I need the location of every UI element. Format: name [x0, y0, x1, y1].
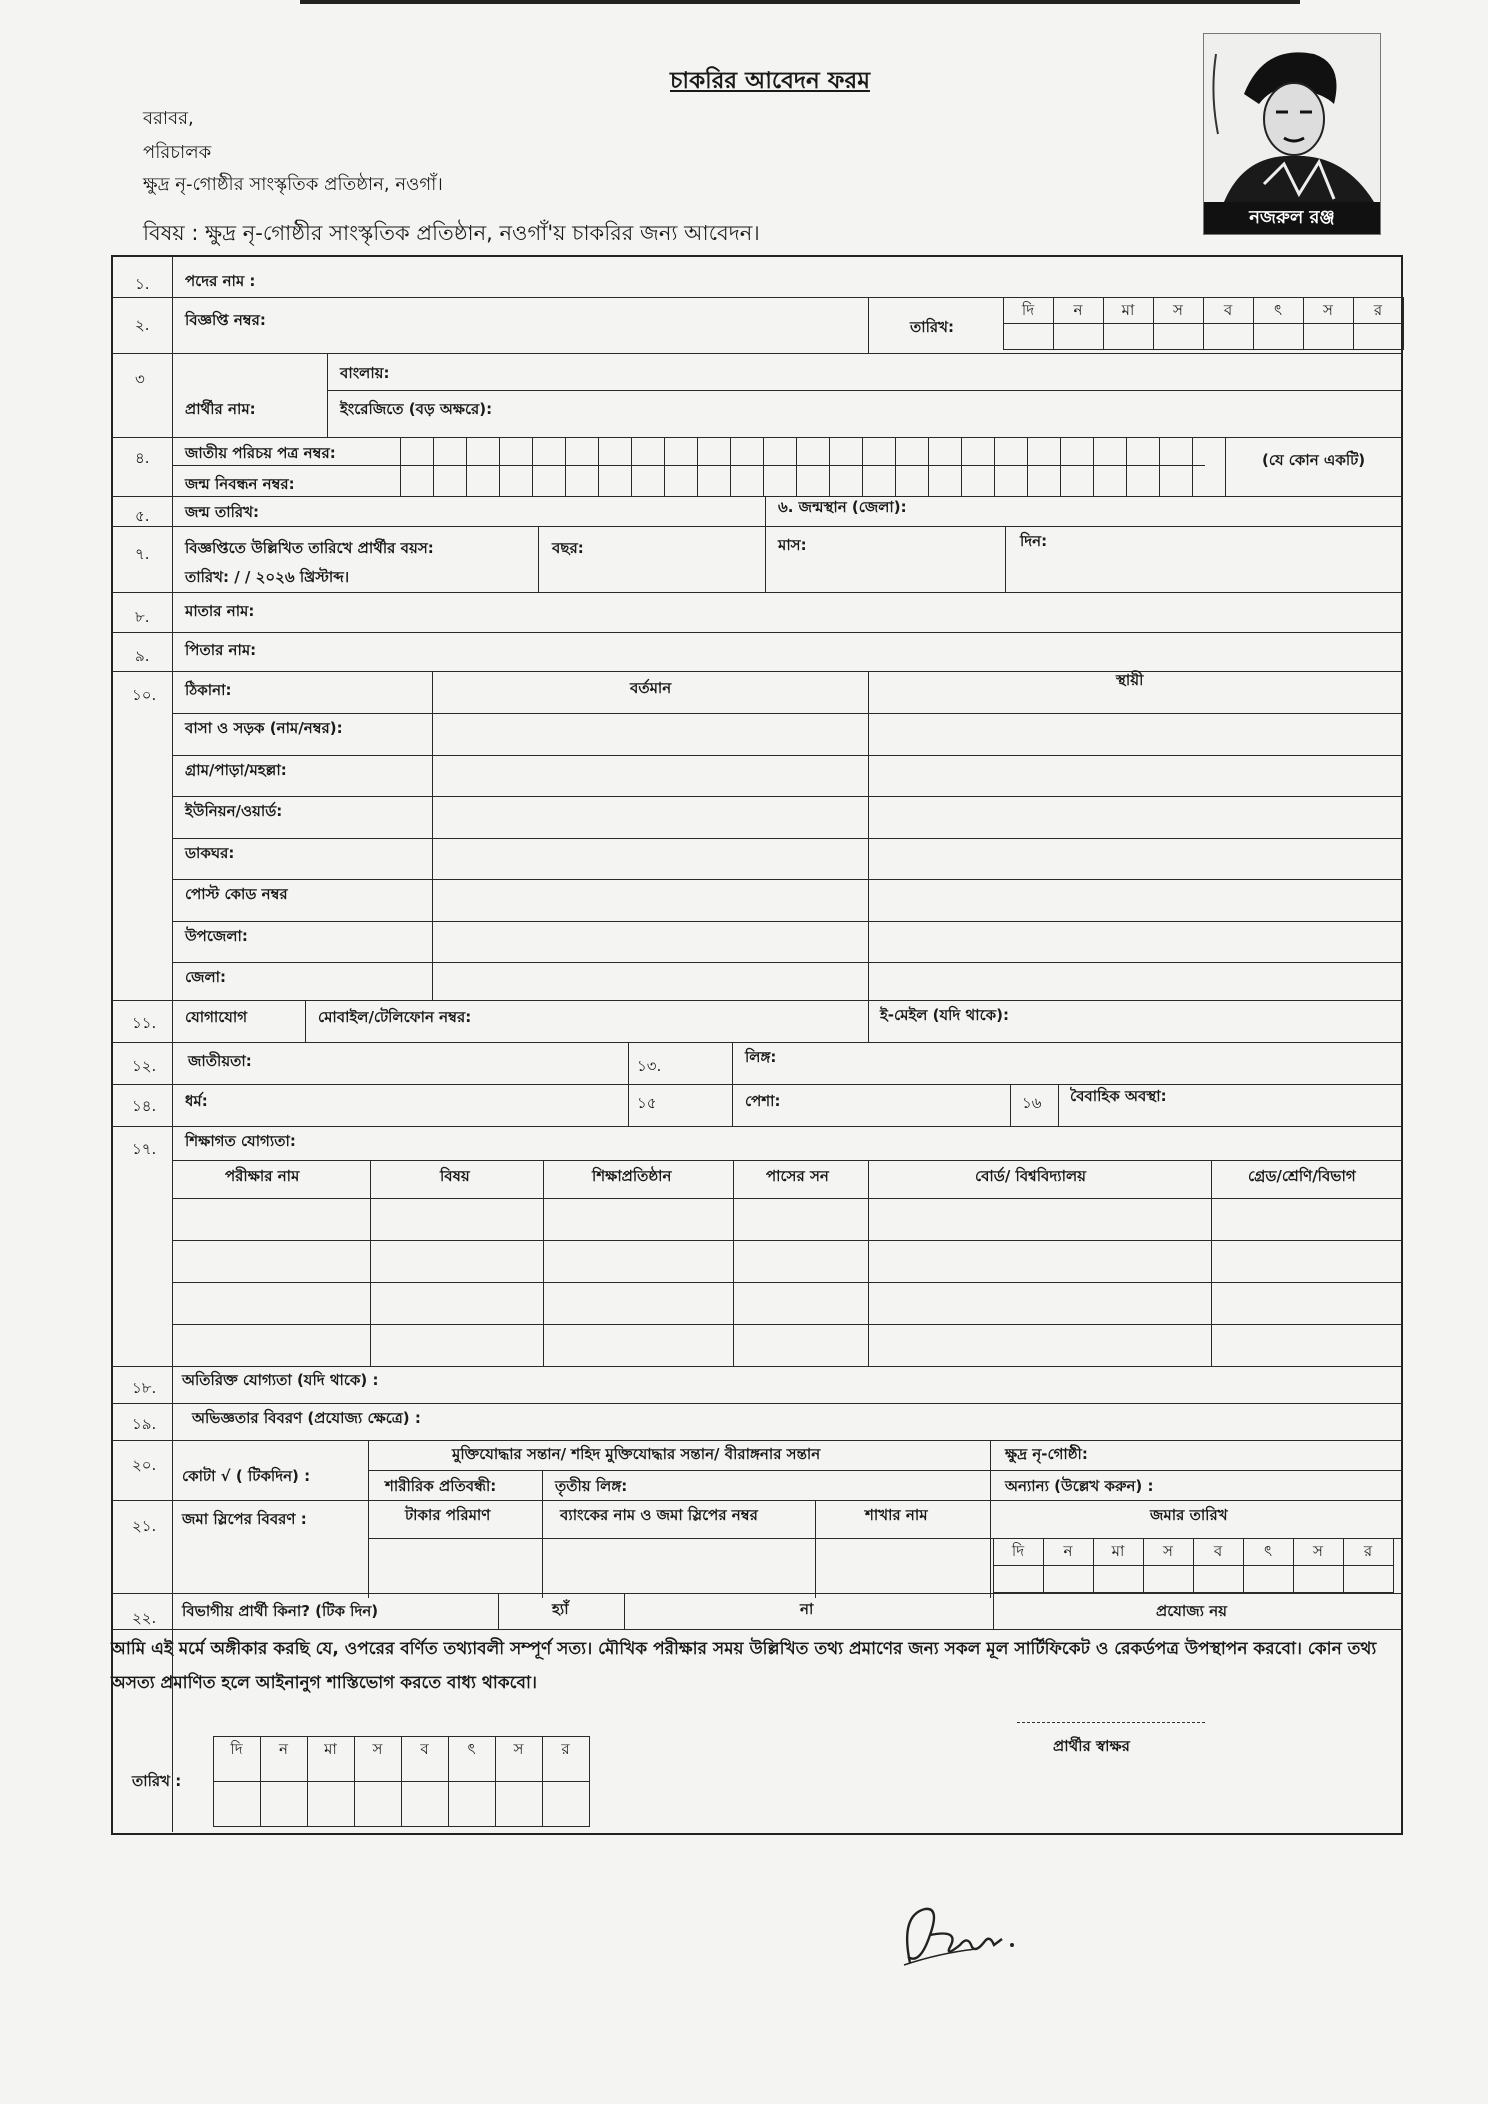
- circular-date-glyph: স: [1323, 301, 1333, 319]
- address-row-line: [172, 838, 1403, 839]
- deposit-date-entry-box[interactable]: [1143, 1565, 1194, 1593]
- edu-col-line: [543, 1160, 544, 1366]
- deposit-date-glyph: মা: [1111, 1542, 1125, 1560]
- circular-date-glyph: দি: [1021, 301, 1035, 319]
- nid-digit-box[interactable]: [1027, 437, 1061, 497]
- deposit-date-entry-box[interactable]: [1293, 1565, 1344, 1593]
- circular-date-glyph: মা: [1121, 301, 1135, 319]
- quota-other[interactable]: অন্যান্য (উল্লেখ করুন) :: [1005, 1477, 1154, 1495]
- circular-date-entry-box[interactable]: [1003, 323, 1054, 350]
- nid-digit-box[interactable]: [466, 437, 500, 497]
- deposit-date-header: জমার তারিখ: [1150, 1506, 1228, 1524]
- footer-date-entry-box[interactable]: [401, 1781, 449, 1827]
- deposit-date-glyph: ন: [1063, 1542, 1073, 1560]
- deposit-branch-header: শাখার নাম: [865, 1506, 928, 1524]
- nid-digit-box[interactable]: [730, 437, 764, 497]
- edu-row-line: [172, 1240, 1403, 1241]
- circular-date-entry-box[interactable]: [1053, 323, 1104, 350]
- deposit-date-glyph: ব: [1213, 1542, 1223, 1560]
- age-date-line: তারিখ: / / ২০২৬ খ্রিস্টাব্দ।: [185, 568, 350, 586]
- deposit-date-entry-box[interactable]: [1193, 1565, 1244, 1593]
- address-row-line: [172, 713, 1403, 714]
- quota-ethnic-minority[interactable]: ক্ষুদ্র নৃ-গোষ্ঠী:: [1005, 1445, 1088, 1463]
- nid-digit-box[interactable]: [1060, 437, 1094, 497]
- circular-date-glyph: র: [1373, 301, 1383, 319]
- nid-digit-box[interactable]: [895, 437, 929, 497]
- quota-disabled[interactable]: শারীরিক প্রতিবন্ধী:: [385, 1477, 497, 1495]
- occupation-label[interactable]: পেশা:: [745, 1092, 781, 1110]
- address-field-label: পোস্ট কোড নম্বর: [185, 885, 288, 903]
- row-number: ৮.: [135, 608, 150, 626]
- nid-digit-box[interactable]: [433, 437, 467, 497]
- footer-date-glyph: স: [372, 1740, 383, 1758]
- experience-label[interactable]: অভিজ্ঞতার বিবরণ (প্রযোজ্য ক্ষেত্রে) :: [192, 1409, 421, 1427]
- deposit-date-entry-box[interactable]: [993, 1565, 1044, 1593]
- deposit-amount-header: টাকার পরিমাণ: [405, 1506, 491, 1524]
- circular-date-glyph: ব: [1223, 301, 1233, 319]
- applicant-name-label: প্রার্থীর নাম:: [185, 400, 256, 418]
- footer-date-entry-box[interactable]: [354, 1781, 402, 1827]
- nid-digit-box[interactable]: [565, 437, 599, 497]
- deposit-date-entry-box[interactable]: [1343, 1565, 1394, 1593]
- address-field-label: ডাকঘর:: [185, 843, 235, 862]
- edu-column-header: শিক্ষাপ্রতিষ্ঠান: [592, 1167, 672, 1185]
- row-number: ২.: [135, 316, 150, 334]
- signature-label: প্রার্থীর স্বাক্ষর: [1053, 1737, 1130, 1755]
- mobile-label[interactable]: মোবাইল/টেলিফোন নম্বর:: [318, 1008, 472, 1026]
- logo-caption: নজরুল রঞ্জ: [1204, 202, 1380, 234]
- footer-date-glyph: ন: [279, 1740, 288, 1758]
- quota-third-gender[interactable]: তৃতীয় লিঙ্গ:: [555, 1477, 628, 1495]
- birthplace-label[interactable]: ৬. জন্মস্থান (জেলা):: [778, 498, 907, 516]
- circular-date-entry-box[interactable]: [1153, 323, 1204, 350]
- form-title: চাকরির আবেদন ফরম: [670, 68, 870, 94]
- gender-label[interactable]: লিঙ্গ:: [745, 1048, 777, 1066]
- row-number: ১৪.: [132, 1097, 157, 1115]
- nid-digit-box[interactable]: [763, 437, 797, 497]
- education-label: শিক্ষাগত যোগ্যতা:: [185, 1132, 296, 1150]
- circular-date-entry-box[interactable]: [1303, 323, 1354, 350]
- edu-col-line: [370, 1160, 371, 1366]
- present-address-header: বর্তমান: [630, 679, 672, 697]
- address-field-label: উপজেলা:: [185, 926, 248, 945]
- father-name-label[interactable]: পিতার নাম:: [185, 641, 257, 659]
- row-number: ১০.: [132, 686, 157, 704]
- marital-status-label[interactable]: বৈবাহিক অবস্থা:: [1070, 1087, 1167, 1105]
- address-row-line: [172, 879, 1403, 880]
- nid-digit-box[interactable]: [994, 437, 1028, 497]
- nid-digit-box[interactable]: [961, 437, 995, 497]
- edu-col-line: [868, 1160, 869, 1366]
- deposit-date-glyph: দি: [1011, 1542, 1025, 1560]
- age-month-label[interactable]: মাস:: [778, 536, 807, 554]
- footer-date-glyph: র: [561, 1740, 570, 1758]
- circular-date-entry-box[interactable]: [1103, 323, 1154, 350]
- footer-date-label: তারিখ :: [132, 1772, 182, 1790]
- signature-line: [1017, 1722, 1205, 1723]
- name-bangla-label[interactable]: বাংলায়:: [340, 364, 390, 382]
- nid-digit-box[interactable]: [400, 437, 434, 497]
- row-number: ১৬: [1022, 1094, 1042, 1112]
- address-row-line: [172, 755, 1403, 756]
- deposit-date-glyph: স: [1313, 1542, 1323, 1560]
- extra-qualification-label[interactable]: অতিরিক্ত যোগ্যতা (যদি থাকে) :: [182, 1371, 379, 1389]
- nid-digit-box[interactable]: [1192, 437, 1226, 497]
- edu-row-line: [172, 1282, 1403, 1283]
- birth-registration-label: জন্ম নিবন্ধন নম্বর:: [185, 475, 295, 493]
- row-number: ২২.: [132, 1609, 157, 1627]
- edu-row-line: [172, 1324, 1403, 1325]
- nid-digit-box[interactable]: [532, 437, 566, 497]
- footer-date-entry-box[interactable]: [213, 1781, 261, 1827]
- edu-column-header: পাসের সন: [766, 1167, 829, 1185]
- deposit-date-glyph: ৎ: [1263, 1542, 1273, 1560]
- age-day-label[interactable]: দিন:: [1020, 532, 1048, 550]
- footer-date-glyph: ব: [420, 1740, 429, 1758]
- either-one-note: (যে কোন একটি): [1262, 451, 1366, 469]
- nationality-label[interactable]: জাতীয়তা:: [188, 1052, 252, 1070]
- address-field-label: বাসা ও সড়ক (নাম/নম্বর):: [185, 719, 343, 737]
- nid-digit-box[interactable]: [1093, 437, 1127, 497]
- scan-top-edge: [300, 0, 1300, 4]
- circular-number-label[interactable]: বিজ্ঞপ্তি নম্বর:: [185, 311, 266, 329]
- deposit-date-glyph: র: [1363, 1542, 1373, 1560]
- address-label: ঠিকানা:: [185, 681, 232, 699]
- deposit-date-glyph: স: [1163, 1542, 1173, 1560]
- departmental-candidate-label: বিভাগীয় প্রার্থী কিনা? (টিক দিন): [182, 1602, 379, 1620]
- post-name-label: পদের নাম :: [185, 272, 256, 290]
- name-english-label[interactable]: ইংরেজিতে (বড় অক্ষরে):: [340, 400, 493, 418]
- footer-date-entry-box[interactable]: [448, 1781, 496, 1827]
- footer-date-glyph: স: [513, 1740, 524, 1758]
- footer-date-glyph: মা: [324, 1740, 337, 1758]
- circular-date-entry-box[interactable]: [1203, 323, 1254, 350]
- row-number: ১২.: [132, 1057, 157, 1075]
- mother-name-label[interactable]: মাতার নাম:: [185, 602, 255, 620]
- deposit-date-entry-box[interactable]: [1093, 1565, 1144, 1593]
- edu-column-header: বিষয়: [440, 1167, 470, 1185]
- nid-digit-box[interactable]: [664, 437, 698, 497]
- row-number: ১৭.: [132, 1140, 157, 1158]
- row-number: ১১.: [132, 1014, 157, 1032]
- row-number: ১৮.: [132, 1379, 157, 1397]
- row-number: ৩: [135, 370, 145, 388]
- row-number: ১৯.: [132, 1415, 157, 1433]
- departmental-no[interactable]: না: [800, 1600, 814, 1618]
- declaration-text: আমি এই মর্মে অঙ্গীকার করছি যে, ওপরের বর্ণিত তথ্যাবলী সম্পূর্ণ সত্য। মৌখিক পরীক্ষার সময় উল্লিখিত তথ্য প্রমাণের জন্য সকল মূল সার্টিফিকেট ও রেকর্ডপত্র উপস্থাপন করবো। কোন তথ্য অসত্য প্রমাণিত হলে আইনানুগ শাস্তিভোগ করতে বাধ্য থাকবো।: [111, 1639, 1377, 1693]
- edu-row-line: [172, 1366, 1403, 1367]
- nid-digit-box[interactable]: [697, 437, 731, 497]
- deposit-bank-header: ব্যাংকের নাম ও জমা স্লিপের নম্বর: [560, 1506, 758, 1524]
- footer-date-entry-box[interactable]: [260, 1781, 308, 1827]
- footer-date-entry-box[interactable]: [542, 1781, 590, 1827]
- edu-column-header: গ্রেড/শ্রেণি/বিভাগ: [1248, 1167, 1356, 1185]
- nid-digit-box[interactable]: [598, 437, 632, 497]
- address-row-line: [172, 796, 1403, 797]
- row-number: ১.: [135, 275, 150, 293]
- nid-digit-box[interactable]: [499, 437, 533, 497]
- address-field-label: জেলা:: [185, 968, 227, 986]
- circular-date-glyph: স: [1173, 301, 1183, 319]
- circular-date-label: তারিখ:: [910, 318, 954, 336]
- deposit-slip-label: জমা স্লিপের বিবরণ :: [182, 1510, 307, 1528]
- nid-digit-box[interactable]: [796, 437, 830, 497]
- portrait-illustration-icon: [1204, 34, 1380, 202]
- religion-label[interactable]: ধর্ম:: [185, 1092, 208, 1110]
- email-label[interactable]: ই-মেইল (যদি থাকে):: [880, 1006, 1009, 1024]
- deposit-date-entry-box[interactable]: [1243, 1565, 1294, 1593]
- nid-digit-box[interactable]: [1159, 437, 1193, 497]
- edu-header-line: [172, 1160, 1403, 1161]
- number-column-divider: [172, 257, 173, 1832]
- departmental-yes[interactable]: হ্যাঁ: [552, 1600, 569, 1618]
- footer-date-entry-box[interactable]: [495, 1781, 543, 1827]
- footer-date-glyph: ৎ: [467, 1740, 476, 1758]
- address-field-label: ইউনিয়ন/ওয়ার্ড:: [185, 802, 283, 820]
- row-number: ৯.: [135, 647, 150, 665]
- row-number: ১৫: [637, 1094, 657, 1112]
- quota-freedom-fighter[interactable]: মুক্তিযোদ্ধার সন্তান/ শহিদ মুক্তিযোদ্ধার সন্তান/ বীরাঙ্গনার সন্তান: [452, 1445, 821, 1463]
- edu-col-line: [733, 1160, 734, 1366]
- nid-label: জাতীয় পরিচয় পত্র নম্বর:: [185, 444, 336, 462]
- nid-digit-box[interactable]: [928, 437, 962, 497]
- recipient-line-3: ক্ষুদ্র নৃ-গোষ্ঠীর সাংস্কৃতিক প্রতিষ্ঠান, নওগাঁ।: [143, 174, 443, 195]
- row-number: ১৩.: [637, 1057, 662, 1075]
- recipient-line-2: পরিচালক: [143, 142, 212, 163]
- footer-date-entry-box[interactable]: [307, 1781, 355, 1827]
- departmental-not-applicable[interactable]: প্রযোজ্য নয়: [1156, 1602, 1227, 1620]
- row-number: ৭.: [135, 545, 150, 563]
- nid-digit-box[interactable]: [829, 437, 863, 497]
- circular-date-entry-box[interactable]: [1253, 323, 1304, 350]
- circular-date-entry-box[interactable]: [1353, 323, 1404, 350]
- address-row-line: [172, 921, 1403, 922]
- age-year-label[interactable]: বছর:: [552, 539, 584, 557]
- address-field-label: গ্রাম/পাড়া/মহল্লা:: [185, 760, 287, 779]
- nid-digit-box[interactable]: [862, 437, 896, 497]
- age-label: বিজ্ঞপ্তিতে উল্লিখিত তারিখে প্রার্থীর বয়স:: [185, 539, 434, 557]
- circular-date-glyph: ন: [1073, 301, 1083, 319]
- nid-digit-box[interactable]: [631, 437, 665, 497]
- circular-date-glyph: ৎ: [1273, 301, 1283, 319]
- address-row-line: [172, 962, 1403, 963]
- contact-label: যোগাযোগ: [185, 1008, 248, 1026]
- edu-column-header: পরীক্ষার নাম: [225, 1167, 300, 1185]
- permanent-address-header: স্থায়ী: [1116, 671, 1144, 689]
- row-number: ৫.: [135, 507, 150, 525]
- edu-col-line: [1211, 1160, 1212, 1366]
- handwritten-signature: [890, 1895, 1020, 1975]
- row-number: ২০.: [132, 1456, 157, 1474]
- edu-column-header: বোর্ড/ বিশ্ববিদ্যালয়: [975, 1167, 1086, 1185]
- row-number: ২১.: [132, 1517, 157, 1535]
- edu-row-line: [172, 1198, 1403, 1199]
- logo-portrait: [1203, 33, 1381, 235]
- quota-label: কোটা √ ( টিকদিন) :: [182, 1467, 311, 1485]
- subject-line: বিষয় : ক্ষুদ্র নৃ-গোষ্ঠীর সাংস্কৃতিক প্রতিষ্ঠান, নওগাঁ'য় চাকরির জন্য আবেদন।: [143, 221, 760, 245]
- row-number: ৪.: [135, 449, 150, 467]
- footer-date-glyph: দি: [230, 1740, 243, 1758]
- nid-digit-box[interactable]: [1126, 437, 1160, 497]
- deposit-date-entry-box[interactable]: [1043, 1565, 1094, 1593]
- birth-date-label[interactable]: জন্ম তারিখ:: [185, 503, 259, 521]
- recipient-line-1: বরাবর,: [143, 108, 194, 129]
